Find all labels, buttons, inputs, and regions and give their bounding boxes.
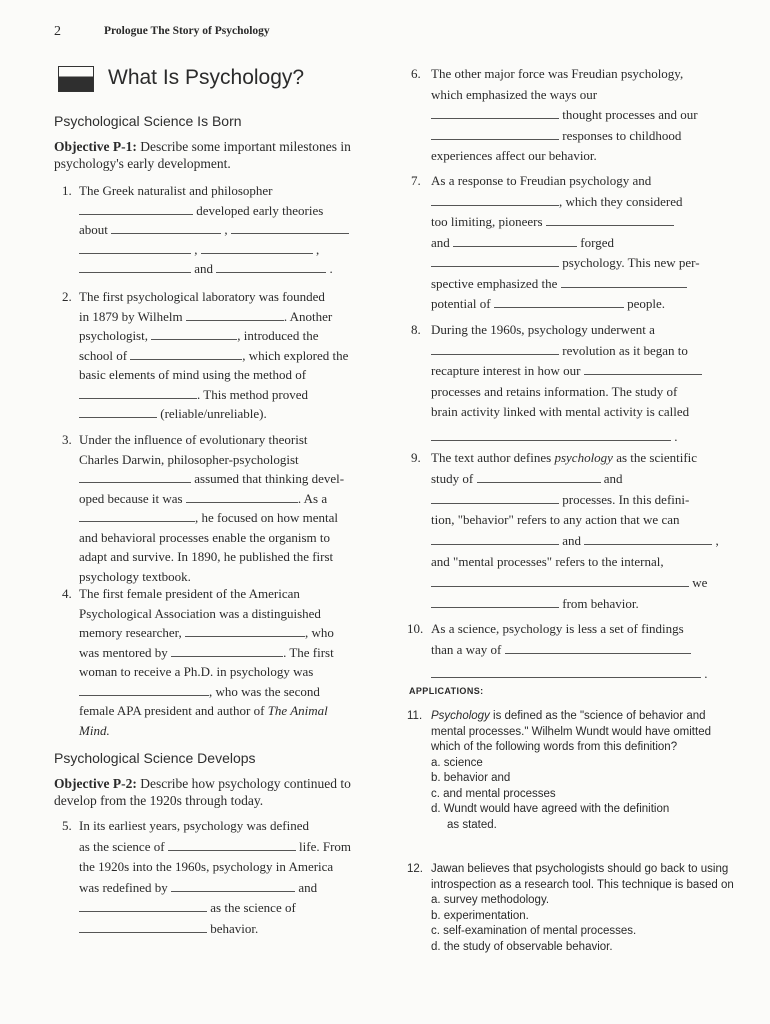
- q5-line: as the science of: [79, 898, 382, 919]
- blank-field[interactable]: [79, 201, 193, 215]
- question-2: [62, 287, 377, 424]
- blank-field[interactable]: [79, 240, 191, 254]
- q12-stem: Jawan believes that psychologists should go back to using introspection as a research tool. This technique is based on: [431, 863, 734, 891]
- q6-line: responses to childhood: [431, 126, 731, 147]
- question-number: 5.: [62, 818, 72, 833]
- blank-field[interactable]: [79, 259, 191, 273]
- q4-line: was mentored by . The first: [79, 644, 334, 660]
- q3-line: Under the influence of evolutionary theorist: [79, 432, 308, 447]
- question-number: 10.: [407, 621, 424, 636]
- q6-line: thought processes and our: [431, 105, 731, 126]
- q7-line: , which they considered: [431, 192, 731, 213]
- q10-line: As a science, psychology is less a set of findings: [431, 621, 684, 636]
- question-number: 6.: [411, 66, 421, 81]
- question-number: 3.: [62, 432, 72, 447]
- q1-line: and .: [79, 259, 362, 279]
- blank-field[interactable]: [431, 341, 559, 355]
- q3-line: oped because it was . As a: [79, 490, 328, 506]
- blank-field[interactable]: [231, 220, 349, 234]
- subheading-science-develops: Psychological Science Develops: [54, 750, 256, 766]
- blank-field[interactable]: [431, 490, 559, 504]
- q9-line: study of and: [431, 470, 623, 486]
- q10-line: than a way of: [431, 640, 732, 661]
- q5-line: the 1920s into the 1960s, psychology in America: [79, 859, 334, 874]
- blank-field[interactable]: [431, 126, 559, 140]
- blank-field[interactable]: [79, 682, 209, 696]
- q3-line: psychology textbook.: [79, 568, 191, 584]
- q7-line: psychology. This new per-: [431, 253, 731, 274]
- objective-p1: [54, 138, 384, 172]
- question-5: [62, 816, 382, 939]
- question-number: 9.: [411, 450, 421, 465]
- blank-field[interactable]: [201, 240, 313, 254]
- q4-line: woman to receive a Ph.D. in psychology was: [79, 664, 314, 679]
- blank-field[interactable]: [431, 573, 689, 587]
- blank-field[interactable]: [79, 898, 207, 912]
- blank-field[interactable]: [186, 307, 284, 321]
- q1-line: about ,: [79, 220, 362, 240]
- blank-field[interactable]: [79, 404, 157, 418]
- q8-line: brain activity linked with mental activity is called: [431, 404, 690, 419]
- q2-line: school of , which explored the: [79, 347, 349, 363]
- blank-field[interactable]: [168, 837, 296, 851]
- q4-line: memory researcher, , who: [79, 625, 334, 640]
- question-12: [407, 862, 737, 955]
- q7-line: potential of people.: [431, 296, 665, 311]
- q9-line: tion, "behavior" refers to any action that we can: [431, 512, 680, 528]
- blank-field[interactable]: [130, 346, 242, 360]
- blank-field[interactable]: [431, 664, 701, 678]
- answer-option[interactable]: b. experimentation.: [431, 909, 529, 922]
- question-number: 1.: [62, 183, 72, 198]
- q11-stem: Psychology is defined as the "science of behavior and mental processes." Wilhelm Wundt would have omitted which of the following words from this definition?: [431, 710, 711, 753]
- q4-line: Mind.: [79, 722, 110, 738]
- blank-field[interactable]: [431, 594, 559, 608]
- question-number: 7.: [411, 173, 421, 188]
- blank-field[interactable]: [151, 326, 237, 340]
- blank-field[interactable]: [79, 469, 191, 483]
- q9-line: from behavior.: [431, 594, 731, 615]
- question-7: [411, 171, 731, 315]
- blank-field[interactable]: [171, 878, 295, 892]
- objective-label: Objective P-1:: [54, 139, 137, 154]
- q1-line: The Greek naturalist and philosopher: [79, 183, 273, 198]
- blank-field[interactable]: [431, 105, 559, 119]
- q2-line: The first psychological laboratory was founded: [79, 289, 325, 304]
- blank-field[interactable]: [477, 469, 601, 483]
- q4-line: female APA president and author of The Animal: [79, 703, 328, 718]
- q3-line: adapt and survive. In 1890, he published the first: [79, 549, 334, 564]
- blank-field[interactable]: [171, 643, 283, 657]
- blank-field[interactable]: [505, 640, 691, 654]
- q8-line: recapture interest in how our: [431, 361, 731, 382]
- q7-line: spective emphasized the: [431, 274, 731, 295]
- answer-option-continued: as stated.: [447, 818, 497, 831]
- blank-field[interactable]: [453, 233, 577, 247]
- q6-line: which emphasized the ways our: [431, 86, 598, 102]
- question-8: [411, 320, 731, 447]
- q2-line: in 1879 by Wilhelm . Another: [79, 308, 333, 324]
- answer-option[interactable]: c. self-examination of mental processes.: [431, 925, 637, 937]
- q2-line: (reliable/unreliable).: [79, 404, 377, 424]
- blank-field[interactable]: [79, 919, 207, 933]
- blank-field[interactable]: [546, 212, 674, 226]
- answer-option[interactable]: d. the study of observable behavior.: [431, 940, 613, 953]
- q9-line: processes. In this defini-: [431, 490, 731, 511]
- blank-field[interactable]: [79, 508, 195, 522]
- q10-line: .: [431, 664, 732, 685]
- blank-field[interactable]: [561, 274, 687, 288]
- blank-field[interactable]: [431, 427, 671, 441]
- blank-field[interactable]: [431, 253, 559, 267]
- question-number: 11.: [407, 710, 423, 722]
- q7-line: As a response to Freudian psychology and: [431, 173, 652, 188]
- q6-line: experiences affect our behavior.: [431, 148, 597, 163]
- blank-field[interactable]: [79, 385, 197, 399]
- answer-option[interactable]: a. science: [431, 756, 483, 769]
- q3-line: , he focused on how mental: [79, 508, 382, 528]
- question-number: 2.: [62, 289, 72, 304]
- page-number: 2: [54, 24, 61, 39]
- blank-field[interactable]: [111, 220, 221, 234]
- question-1: [62, 181, 362, 279]
- question-number: 8.: [411, 322, 421, 337]
- q5-line: as the science of life. From: [79, 838, 352, 854]
- q2-line: . This method proved: [79, 385, 377, 405]
- blank-field[interactable]: [185, 623, 305, 637]
- objective-text: Describe how psychology continued to develop from the 1920s through today.: [54, 776, 351, 808]
- q2-line: psychologist, , introduced the: [79, 328, 319, 343]
- q9-line: we: [431, 573, 731, 594]
- objective-p2: [54, 775, 384, 809]
- applications-heading: APPLICATIONS:: [409, 686, 484, 696]
- subheading-science-born: Psychological Science Is Born: [54, 113, 242, 129]
- q8-line: During the 1960s, psychology underwent a: [431, 322, 655, 337]
- blank-field[interactable]: [431, 192, 559, 206]
- q3-line: Charles Darwin, philosopher-psychologist: [79, 451, 299, 467]
- q3-line: assumed that thinking devel-: [79, 469, 382, 489]
- question-number: 12.: [407, 863, 423, 875]
- blank-field[interactable]: [494, 294, 624, 308]
- blank-field[interactable]: [584, 361, 702, 375]
- q1-line: , ,: [79, 240, 362, 260]
- blank-field[interactable]: [186, 489, 298, 503]
- q5-line: was redefined by and: [79, 879, 318, 895]
- q7-line: and forged: [431, 234, 614, 250]
- blank-field[interactable]: [216, 259, 326, 273]
- question-number: 4.: [62, 586, 72, 601]
- objective-text: Describe some important milestones in psychology's early development.: [54, 139, 351, 171]
- q8-line: .: [431, 427, 731, 448]
- q5-line: behavior.: [79, 919, 382, 940]
- blank-field[interactable]: [584, 531, 712, 545]
- q4-line: , who was the second: [79, 682, 382, 702]
- answer-option[interactable]: d. Wundt would have agreed with the definition: [431, 803, 670, 815]
- q8-line: revolution as it began to: [431, 341, 731, 362]
- q4-line: The first female president of the American: [79, 586, 300, 601]
- objective-label: Objective P-2:: [54, 776, 137, 791]
- section-title: What Is Psychology?: [108, 66, 305, 89]
- q9-line: and ,: [431, 531, 731, 552]
- running-head: Prologue The Story of Psychology: [104, 25, 270, 37]
- q1-line: developed early theories: [79, 201, 362, 221]
- q9-line: The text author defines psychology as the scientific: [431, 450, 698, 465]
- blank-field[interactable]: [431, 531, 559, 545]
- q2-line: basic elements of mind using the method of: [79, 367, 307, 382]
- q5-line: In its earliest years, psychology was defined: [79, 818, 309, 833]
- section-marker-icon: [58, 66, 94, 92]
- question-11: [407, 709, 737, 833]
- answer-option[interactable]: b. behavior and: [431, 772, 511, 784]
- question-4: [62, 584, 382, 740]
- q8-line: processes and retains information. The study of: [431, 383, 678, 399]
- q4-line: Psychological Association was a distinguished: [79, 605, 321, 621]
- answer-option[interactable]: a. survey methodology.: [431, 894, 550, 906]
- q7-line: too limiting, pioneers: [431, 212, 731, 233]
- q3-line: and behavioral processes enable the organism to: [79, 529, 331, 545]
- question-6: [411, 64, 731, 167]
- question-3: [62, 430, 382, 586]
- question-9: [411, 448, 731, 614]
- question-10: [407, 619, 732, 685]
- q6-line: The other major force was Freudian psychology,: [431, 66, 684, 81]
- q9-line: and "mental processes" refers to the internal,: [431, 553, 664, 569]
- answer-option[interactable]: c. and mental processes: [431, 787, 556, 800]
